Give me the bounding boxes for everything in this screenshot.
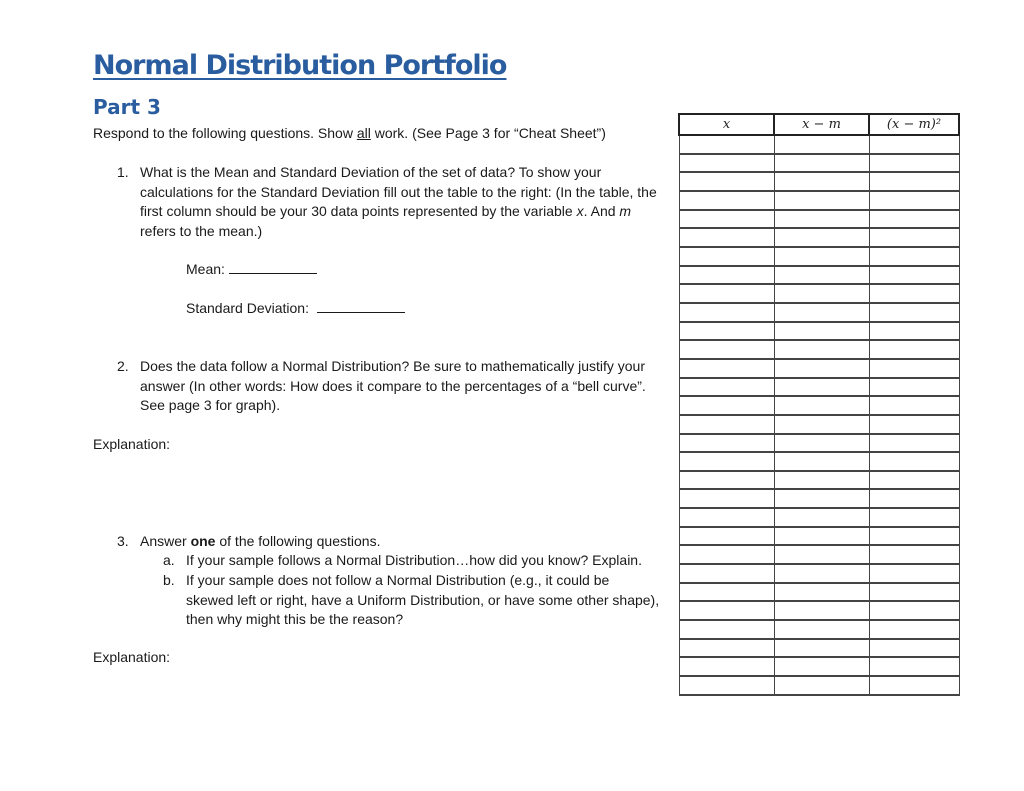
table-cell[interactable] [679,378,774,397]
table-cell[interactable] [869,340,959,359]
table-cell[interactable] [774,527,869,546]
table-cell[interactable] [679,527,774,546]
table-cell[interactable] [869,583,959,602]
table-row [679,452,959,471]
table-cell[interactable] [869,657,959,676]
table-cell[interactable] [774,508,869,527]
table-cell[interactable] [679,583,774,602]
table-cell[interactable] [679,247,774,266]
table-cell[interactable] [679,396,774,415]
table-cell[interactable] [774,471,869,490]
table-cell[interactable] [774,564,869,583]
table-cell[interactable] [679,210,774,229]
table-row [679,322,959,341]
table-row [679,154,959,173]
table-cell[interactable] [774,154,869,173]
table-cell[interactable] [774,601,869,620]
table-cell[interactable] [774,247,869,266]
mean-blank[interactable] [229,260,317,274]
table-cell[interactable] [774,489,869,508]
table-cell[interactable] [679,359,774,378]
table-cell[interactable] [774,340,869,359]
table-cell[interactable] [774,135,869,154]
table-cell[interactable] [774,210,869,229]
table-cell[interactable] [869,676,959,695]
table-cell[interactable] [774,266,869,285]
table-cell[interactable] [869,639,959,658]
option-a-letter: a. [163,552,175,568]
table-row [679,471,959,490]
option-b-text: If your sample does not follow a Normal Distribution (e.g., it could be skewed left or right, have a Uniform Distribution, or have some other shape), then why might this be the reason? [186,572,660,627]
table-row [679,228,959,247]
table-cell[interactable] [869,527,959,546]
table-cell[interactable] [774,639,869,658]
table-cell[interactable] [679,284,774,303]
table-cell[interactable] [679,545,774,564]
header-x-minus-m: x − m [774,114,869,135]
table-row [679,415,959,434]
table-cell[interactable] [679,471,774,490]
table-row [679,340,959,359]
table-cell[interactable] [774,434,869,453]
table-cell[interactable] [869,378,959,397]
table-cell[interactable] [869,228,959,247]
table-cell[interactable] [869,396,959,415]
table-row [679,639,959,658]
table-row [679,266,959,285]
header-x-minus-m-squared: (x − m)² [869,114,959,135]
table-cell[interactable] [774,415,869,434]
table-row [679,489,959,508]
table-cell[interactable] [679,340,774,359]
table-body [679,135,959,695]
mean-answer: Mean: [186,260,317,280]
question-2-text: Does the data follow a Normal Distribution? Be sure to mathematically justify your answer (In other words: How does it compare to the percentages of a “bell curve”. See page 3 for graph). [140,358,646,413]
table-cell[interactable] [869,191,959,210]
table-cell[interactable] [679,228,774,247]
table-row [679,303,959,322]
table-cell[interactable] [679,191,774,210]
table-row [679,676,959,695]
option-a-text: If your sample follows a Normal Distribution…how did you know? Explain. [186,552,642,568]
table-cell[interactable] [869,172,959,191]
table-cell[interactable] [774,303,869,322]
table-cell[interactable] [679,639,774,658]
table-cell[interactable] [679,620,774,639]
instructions: Respond to the following questions. Show all work. (See Page 3 for “Cheat Sheet”) [93,125,606,141]
table-row [679,284,959,303]
table-cell[interactable] [774,378,869,397]
table-cell[interactable] [679,415,774,434]
table-row [679,620,959,639]
table-cell[interactable] [869,266,959,285]
table-row [679,601,959,620]
table-cell[interactable] [774,545,869,564]
table-row [679,359,959,378]
question-1-number: 1. [117,164,129,180]
table-cell[interactable] [869,601,959,620]
table-row [679,657,959,676]
table-cell[interactable] [774,583,869,602]
page-title: Normal Distribution Portfolio [93,50,507,81]
table-cell[interactable] [774,657,869,676]
sd-answer: Standard Deviation: [186,299,405,319]
table-cell[interactable] [869,489,959,508]
table-cell[interactable] [774,620,869,639]
sd-blank[interactable] [317,299,405,313]
table-cell[interactable] [679,266,774,285]
table-header-row [679,114,959,135]
table-cell[interactable] [679,322,774,341]
table-cell[interactable] [679,434,774,453]
table-cell[interactable] [869,620,959,639]
table-cell[interactable] [774,284,869,303]
table-cell[interactable] [679,303,774,322]
header-x: x [679,114,774,135]
explanation-label-1: Explanation: [93,436,171,452]
table-cell[interactable] [869,322,959,341]
table-cell[interactable] [774,359,869,378]
table-cell[interactable] [869,434,959,453]
table-cell[interactable] [679,564,774,583]
table-row [679,545,959,564]
table-row [679,247,959,266]
table-cell[interactable] [869,564,959,583]
question-3-text: Answer one of the following questions. [140,533,381,549]
table-cell[interactable] [869,452,959,471]
table-cell[interactable] [869,471,959,490]
table-row [679,564,959,583]
table-cell[interactable] [774,396,869,415]
table-cell[interactable] [869,210,959,229]
table-row [679,527,959,546]
table-cell[interactable] [869,135,959,154]
table-cell[interactable] [869,154,959,173]
table-row [679,172,959,191]
table-row [679,135,959,154]
table-cell[interactable] [869,359,959,378]
table-cell[interactable] [774,322,869,341]
table-row [679,583,959,602]
table-cell[interactable] [774,676,869,695]
std-dev-table [678,113,960,696]
table-cell[interactable] [679,508,774,527]
table-row [679,396,959,415]
question-3-number: 3. [117,533,129,549]
table-cell[interactable] [869,303,959,322]
table-cell[interactable] [679,676,774,695]
explanation-label-2: Explanation: [93,649,171,665]
question-2-number: 2. [117,358,129,374]
table-cell[interactable] [869,508,959,527]
table-row [679,378,959,397]
table-cell[interactable] [679,135,774,154]
table-cell[interactable] [774,172,869,191]
table-cell[interactable] [679,172,774,191]
table-cell[interactable] [774,191,869,210]
table-cell[interactable] [869,415,959,434]
table-row [679,210,959,229]
table-cell[interactable] [869,247,959,266]
table-cell[interactable] [869,284,959,303]
table-cell[interactable] [679,657,774,676]
table-cell[interactable] [774,228,869,247]
table-row [679,434,959,453]
table-cell[interactable] [679,489,774,508]
table-cell[interactable] [679,154,774,173]
table-cell[interactable] [679,452,774,471]
table-row [679,191,959,210]
table-cell[interactable] [774,452,869,471]
table-cell[interactable] [869,545,959,564]
table-row [679,508,959,527]
part-heading: Part 3 [93,95,161,119]
table-cell[interactable] [679,601,774,620]
option-b-letter: b. [163,572,175,588]
question-1-text: What is the Mean and Standard Deviation of the set of data? To show your calculations for the Standard Deviation fill out the table to the right: (In the table, the first column should be your 30 data points represented by the variable x. And m refers to the mean.) [140,164,657,239]
